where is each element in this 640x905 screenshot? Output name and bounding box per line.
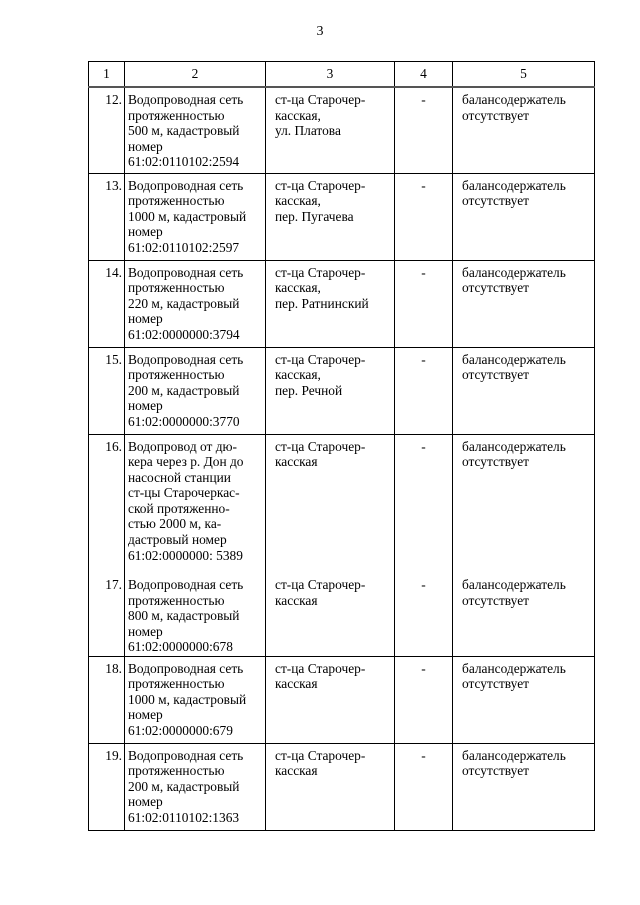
page-number: 3: [316, 24, 324, 39]
registry-table: [88, 61, 595, 831]
table-row: [89, 347, 595, 434]
object-location: ст-ца Старочер- касская: [266, 434, 395, 573]
object-location: ст-ца Старочер- касская, пер. Ратнинский: [266, 260, 395, 347]
row-number: 19.: [89, 743, 125, 830]
header-cell: 5: [453, 62, 595, 88]
holder-note: балансодержатель отсутствует: [453, 573, 595, 656]
column-4-value: -: [395, 573, 453, 656]
table-row: [89, 656, 595, 743]
table-row: [89, 573, 595, 656]
table-row: [89, 260, 595, 347]
column-4-value: -: [395, 743, 453, 830]
row-number: 16.: [89, 434, 125, 573]
holder-note: балансодержатель отсутствует: [453, 173, 595, 260]
holder-note: балансодержатель отсутствует: [453, 434, 595, 573]
table-row: [89, 434, 595, 573]
object-location: ст-ца Старочер- касская: [266, 573, 395, 656]
object-description: Водопроводная сеть протяженностью 1000 м, кадастровый номер 61:02:0000000:679: [125, 656, 266, 743]
object-description: Водопроводная сеть протяженностью 1000 м, кадастровый номер 61:02:0110102:2597: [125, 173, 266, 260]
object-description: Водопроводная сеть протяженностью 200 м, кадастровый номер 61:02:0110102:1363: [125, 743, 266, 830]
object-location: ст-ца Старочер- касская, ул. Платова: [266, 87, 395, 173]
header-cell: 4: [395, 62, 453, 88]
header-cell: 2: [125, 62, 266, 88]
column-4-value: -: [395, 656, 453, 743]
column-4-value: -: [395, 260, 453, 347]
object-location: ст-ца Старочер- касская: [266, 656, 395, 743]
table-row: [89, 743, 595, 830]
table-row: [89, 173, 595, 260]
header-row: [89, 62, 595, 88]
row-number: 14.: [89, 260, 125, 347]
holder-note: балансодержатель отсутствует: [453, 347, 595, 434]
holder-note: балансодержатель отсутствует: [453, 87, 595, 173]
column-4-value: -: [395, 347, 453, 434]
holder-note: балансодержатель отсутствует: [453, 743, 595, 830]
column-4-value: -: [395, 173, 453, 260]
column-4-value: -: [395, 87, 453, 173]
object-description: Водопроводная сеть протяженностью 220 м, кадастровый номер 61:02:0000000:3794: [125, 260, 266, 347]
row-number: 18.: [89, 656, 125, 743]
header-cell: 1: [89, 62, 125, 88]
object-description: Водопровод от дю- кера через р. Дон до насосной станции ст-цы Старочеркас- ской протяженно- стью 2000 м, ка- дастровый номер 61:02:0000000: 5389: [125, 434, 266, 573]
header-cell: 3: [266, 62, 395, 88]
holder-note: балансодержатель отсутствует: [453, 260, 595, 347]
table-row: [89, 87, 595, 173]
row-number: 15.: [89, 347, 125, 434]
column-4-value: -: [395, 434, 453, 573]
object-location: ст-ца Старочер- касская, пер. Речной: [266, 347, 395, 434]
row-number: 12.: [89, 87, 125, 173]
row-number: 17.: [89, 573, 125, 656]
object-location: ст-ца Старочер- касская: [266, 743, 395, 830]
object-description: Водопроводная сеть протяженностью 200 м, кадастровый номер 61:02:0000000:3770: [125, 347, 266, 434]
row-number: 13.: [89, 173, 125, 260]
object-description: Водопроводная сеть протяженностью 800 м, кадастровый номер 61:02:0000000:678: [125, 573, 266, 656]
holder-note: балансодержатель отсутствует: [453, 656, 595, 743]
object-location: ст-ца Старочер- касская, пер. Пугачева: [266, 173, 395, 260]
object-description: Водопроводная сеть протяженностью 500 м, кадастровый номер 61:02:0110102:2594: [125, 87, 266, 173]
